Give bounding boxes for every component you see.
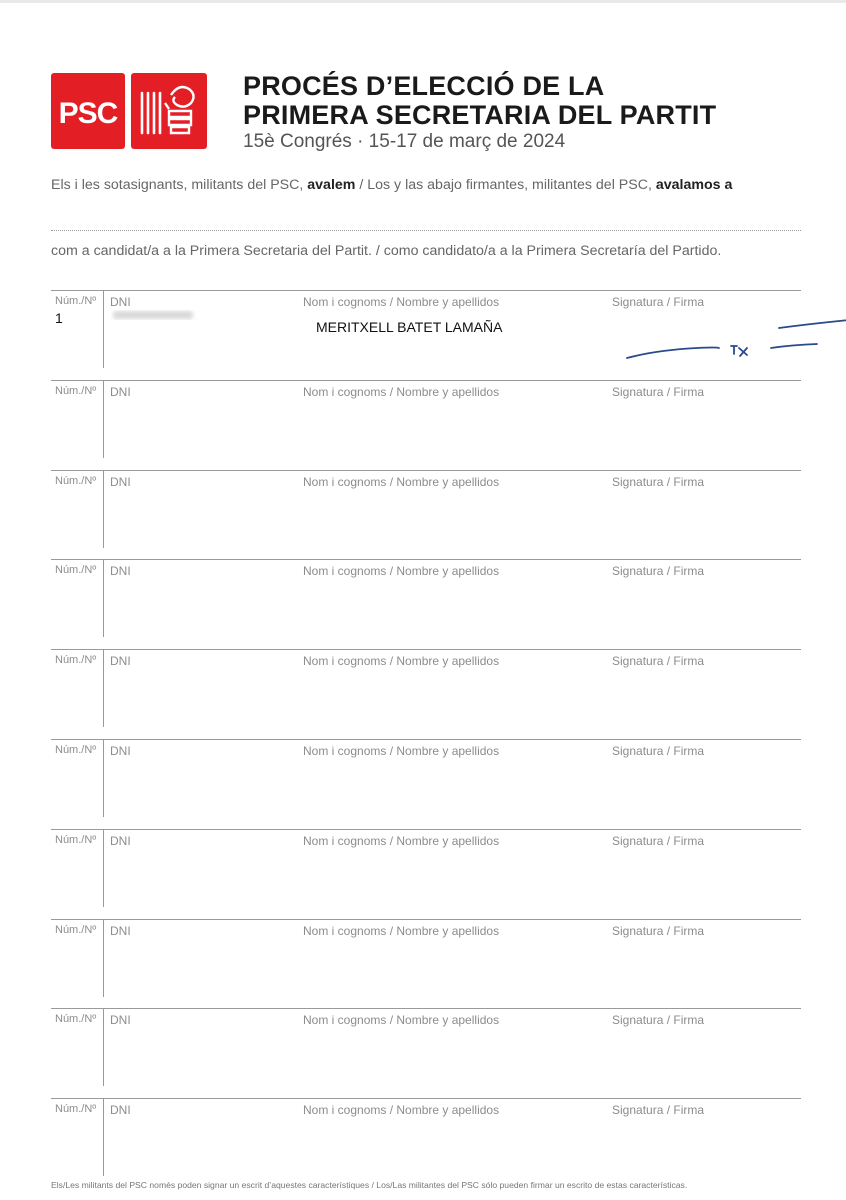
name-label: Nom i cognoms / Nombre y apellidos [303,1103,500,1118]
num-label: Núm./Nº [55,744,97,756]
signature-label: Signatura / Firma [612,833,705,848]
num-label: Núm./Nº [55,295,97,307]
table-row [51,1008,801,1098]
row-top-rule [51,829,801,830]
num-label: Núm./Nº [55,654,97,667]
candidacy-clause: com a candidat/a a la Primera Secretaria del Partit. / como candidato/a a la Primera Secretaría del Partido. [51,243,722,259]
row-column-divider [103,559,104,637]
name-label: Nom i cognoms / Nombre y apellidos [303,564,500,579]
num-label: Núm./Nº [55,1103,97,1116]
dni-label: DNI [110,295,131,309]
row-column-divider [103,829,104,907]
title-line-2: PRIMERA SECRETARIA DEL PARTIT [243,100,717,130]
intro-statement [51,177,732,193]
table-row [51,290,801,380]
intro-part-1: Els i les sotasignants, militants del PSC, [51,177,308,193]
table-row [51,559,801,649]
intro-bold-1: avalem [307,177,356,193]
rose-fist-icon [131,73,207,149]
psc-logo-text-box [51,73,125,149]
signature-label: Signatura / Firma [612,654,705,669]
dni-label: DNI [110,654,131,669]
intro-bold-2: avalamos a [655,177,733,193]
psc-logo-text: PSC [58,97,118,130]
intro-part-2: / Los y las abajo firmantes, militantes del PSC, [355,177,656,193]
row-column-divider [103,739,104,817]
num-label: Núm./Nº [55,564,97,577]
rose-fist-emblem [131,73,207,149]
dni-label: DNI [110,1103,131,1118]
dni-label: DNI [110,1013,131,1028]
dni-label: DNI [110,923,131,938]
page-subtitle: 15è Congrés · 15-17 de març de 2024 [243,131,566,152]
row-column-divider [103,470,104,548]
row-column-divider [103,649,104,727]
row-top-rule [51,649,801,650]
title-line-1: PROCÉS D’ELECCIÓ DE LA [243,71,605,101]
dni-label: DNI [110,564,131,579]
handwritten-signature [621,306,801,366]
row-column-divider [103,919,104,997]
signature-label: Signatura / Firma [612,564,705,579]
row-column-divider [103,1098,104,1176]
row-column-divider [103,290,104,368]
signature-label: Signatura / Firma [612,1103,705,1118]
table-row [51,919,801,1009]
candidate-fill-line [51,230,801,231]
row-column-divider [103,380,104,458]
row-top-rule [51,1008,801,1009]
row-number: 1 [55,310,63,326]
num-label: Núm./Nº [55,384,97,397]
num-label: Núm./Nº [55,923,97,936]
name-label: Nom i cognoms / Nombre y apellidos [303,384,500,399]
top-rule [0,0,846,3]
row-full-name: MERITXELL BATET LAMAÑA [316,319,503,335]
dni-label: DNI [110,474,131,489]
row-top-rule [51,380,801,381]
dni-label: DNI [110,833,131,848]
row-top-rule [51,919,801,920]
name-label: Nom i cognoms / Nombre y apellidos [303,923,500,938]
redacted-dni [111,308,201,322]
num-label: Núm./Nº [55,474,97,487]
table-row [51,829,801,919]
table-row [51,1098,801,1188]
signature-label: Signatura / Firma [612,474,705,489]
table-row [51,649,801,739]
table-row [51,380,801,470]
signature-label: Signatura / Firma [612,384,705,399]
signature-label: Signatura / Firma [612,295,705,309]
name-label: Nom i cognoms / Nombre y apellidos [303,474,500,489]
name-label: Nom i cognoms / Nombre y apellidos [303,295,500,309]
row-column-divider [103,1008,104,1086]
row-top-rule [51,1098,801,1099]
signature-label: Signatura / Firma [612,923,705,938]
dni-label: DNI [110,384,131,399]
row-top-rule [51,739,801,740]
psc-logo [51,73,207,149]
signature-label: Signatura / Firma [612,1013,705,1028]
name-label: Nom i cognoms / Nombre y apellidos [303,833,500,848]
footer-note: Els/Les militants del PSC només poden signar un escrit d’aquestes característiques / Los/Las militantes del PSC sólo pueden firmar un escrito de estas características. [51,1180,688,1190]
page-title [243,72,716,130]
signature-label: Signatura / Firma [612,744,705,758]
table-row [51,470,801,560]
dni-label: DNI [110,744,131,758]
row-top-rule [51,290,801,291]
row-top-rule [51,559,801,560]
table-row [51,739,801,829]
name-label: Nom i cognoms / Nombre y apellidos [303,654,500,669]
row-top-rule [51,470,801,471]
name-label: Nom i cognoms / Nombre y apellidos [303,1013,500,1028]
num-label: Núm./Nº [55,833,97,846]
num-label: Núm./Nº [55,1013,97,1026]
name-label: Nom i cognoms / Nombre y apellidos [303,744,500,758]
